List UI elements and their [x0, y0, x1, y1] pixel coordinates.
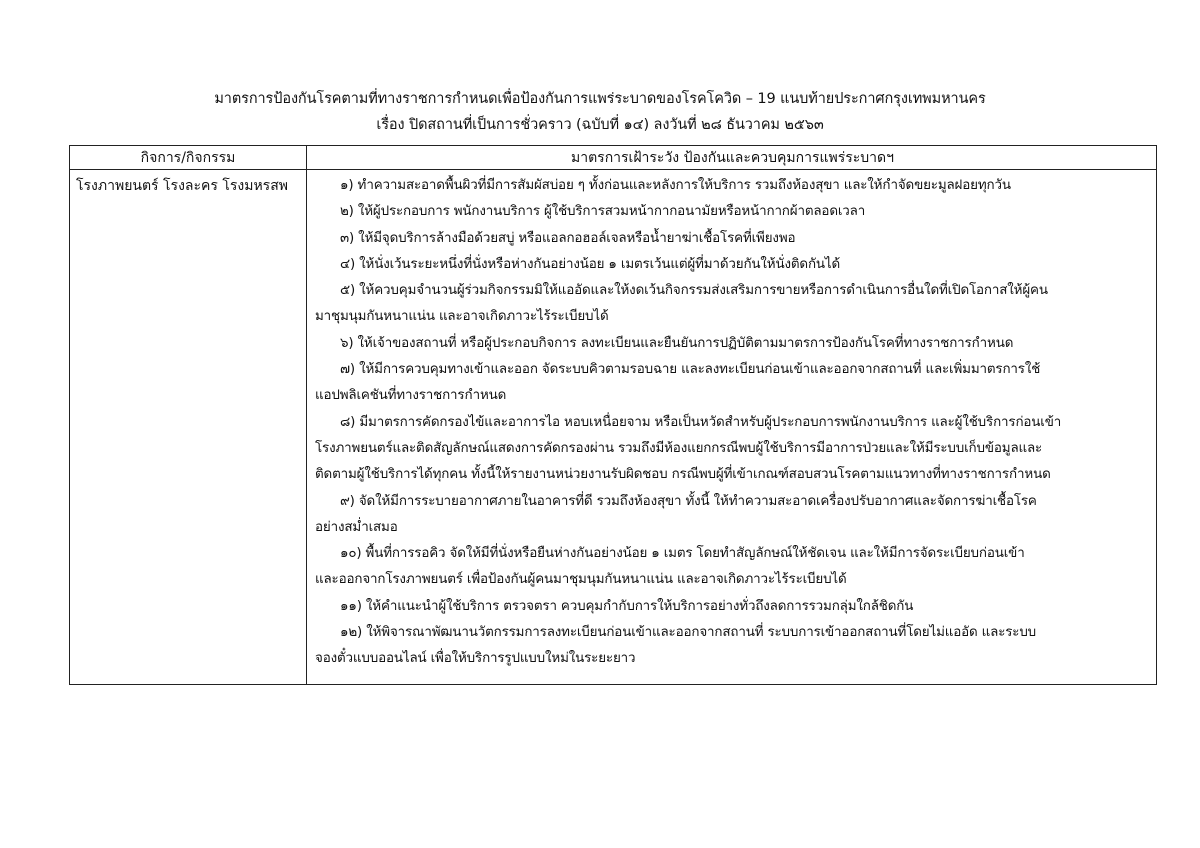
measure-item-6: [315, 331, 1153, 357]
measure-text: ๔) ให้นั่งเว้นระยะหนึ่งที่นั่งหรือห่างกันอย่างน้อย ๑ เมตรเว้นแต่ผู้ที่มาด้วยกันให้นั่งติดกันได้: [340, 256, 841, 272]
measure-continuation: แอปพลิเคชันที่ทางราชการกำหนด: [315, 388, 507, 404]
measure-text: ๑๑) ให้คำแนะนำผู้ใช้บริการ ตรวจตรา ควบคุมกำกับการให้บริการอย่างทั่วถึงลดการรวมกลุ่มใกล้ชิดกัน: [340, 598, 914, 614]
measure-item-7: [315, 357, 1153, 410]
measure-text: ๑๒) ให้พิจารณาพัฒนานวัตกรรมการลงทะเบียนก่อนเข้าและออกจากสถานที่ ระบบการเข้าออกสถานที่โดยไม่แออัด และระบบ: [340, 625, 1037, 641]
measure-continuation: มาชุมนุมกันหนาแน่น และอาจเกิดภาวะไร้ระเบียบได้: [315, 309, 609, 325]
measure-text: ๑) ทำความสะอาดพื้นผิวที่มีการสัมผัสบ่อย ๆ ทั้งก่อนและหลังการให้บริการ รวมถึงห้องสุขา และให้กำจัดขยะมูลฝอยทุกวัน: [340, 178, 1011, 193]
measures-list: [315, 173, 1153, 673]
measure-item-12: [315, 620, 1153, 673]
measure-continuation: และออกจากโรงภาพยนตร์ เพื่อป้องกันผู้คนมาชุมนุมกันหนาแน่น และอาจเกิดภาวะไร้ระเบียบได้: [315, 572, 847, 588]
measure-text: ๗) ให้มีการควบคุมทางเข้าและออก จัดระบบคิวตามรอบฉาย และลงทะเบียนก่อนเข้าและออกจากสถานที่ และเพิ่มมาตรการใช้: [340, 362, 1041, 378]
measure-item-3: [315, 226, 1153, 252]
measure-text: ๖) ให้เจ้าของสถานที่ หรือผู้ประกอบกิจการ ลงทะเบียนและยืนยันการปฏิบัติตามมาตรการป้องกันโรคที่ทางราชการกำหนด: [340, 335, 1014, 351]
measure-continuation: ติดตามผู้ใช้บริการได้ทุกคน ทั้งนี้ให้รายงานหน่วยงานรับผิดชอบ กรณีพบผู้ที่เข้าเกณฑ์สอบสวนโรคตามแนวทางที่ทางราชการกำหนด: [315, 467, 1051, 483]
header-divider: [70, 169, 1156, 170]
column-header-business: กิจการ/กิจกรรม: [140, 150, 236, 166]
measure-text: ๒) ให้ผู้ประกอบการ พนักงานบริการ ผู้ใช้บริการสวมหน้ากากอนามัยหรือหน้ากากผ้าตลอดเวลา: [340, 204, 866, 220]
column-divider: [306, 146, 307, 684]
measure-text: ๕) ให้ควบคุมจำนวนผู้ร่วมกิจกรรมมิให้แออัดและให้งดเว้นกิจกรรมส่งเสริมการขายหรือการดำเนินการอื่นใดที่เปิดโอกาสให้ผู้คน: [340, 283, 1048, 299]
measure-continuation: อย่างสม่ำเสมอ: [315, 519, 398, 535]
document-title-line-2: เรื่อง ปิดสถานที่เป็นการชั่วคราว (ฉบับที่ ๑๔) ลงวันที่ ๒๘ ธันวาคม ๒๕๖๓: [376, 117, 824, 133]
measure-text: ๑๐) พื้นที่การรอคิว จัดให้มีที่นั่งหรือยืนห่างกันอย่างน้อย ๑ เมตร โดยทำสัญลักษณ์ให้ชัดเจน และให้มีการจัดระเบียบก่อนเข้า: [340, 546, 1025, 562]
measure-item-9: [315, 489, 1153, 542]
column-header-measures: มาตรการเฝ้าระวัง ป้องกันและควบคุมการแพร่ระบาดฯ: [571, 150, 894, 166]
document-title-line-1: มาตรการป้องกันโรคตามที่ทางราชการกำหนดเพื่อป้องกันการแพร่ระบาดของโรคโควิด – 19 แนบท้ายประกาศกรุงเทพมหานคร: [214, 91, 986, 107]
measure-item-1: [315, 173, 1153, 199]
measure-text: ๓) ให้มีจุดบริการล้างมือด้วยสบู่ หรือแอลกอฮอล์เจลหรือน้ำยาฆ่าเชื้อโรคที่เพียงพอ: [340, 230, 796, 246]
measure-item-10: [315, 541, 1153, 594]
measure-item-5: [315, 278, 1153, 331]
measure-item-2: [315, 199, 1153, 225]
measure-continuation: จองตั๋วแบบออนไลน์ เพื่อให้บริการรูปแบบใหม่ในระยะยาว: [315, 651, 636, 667]
measure-text: ๙) จัดให้มีการระบายอากาศภายในอาคารที่ดี รวมถึงห้องสุขา ทั้งนี้ ให้ทำความสะอาดเครื่องปรับอากาศและจัดการฆ่าเชื้อโรค: [340, 493, 1037, 509]
business-type-cell: โรงภาพยนตร์ โรงละคร โรงมหรสพ: [76, 178, 288, 194]
measure-item-11: [315, 594, 1153, 620]
measures-table: [69, 145, 1157, 685]
measure-item-4: [315, 252, 1153, 278]
measure-text: ๘) มีมาตรการคัดกรองไข้และอาการไอ หอบเหนื่อยจาม หรือเป็นหวัดสำหรับผู้ประกอบการพนักงานบริการ และผู้ใช้บริการก่อนเข้า: [340, 414, 1062, 430]
measure-continuation: โรงภาพยนตร์และติดสัญลักษณ์แสดงการคัดกรองผ่าน รวมถึงมีห้องแยกกรณีพบผู้ใช้บริการมีอาการป่วยและให้มีระบบเก็บข้อมูลและ: [315, 440, 1043, 456]
measure-item-8: [315, 410, 1153, 489]
